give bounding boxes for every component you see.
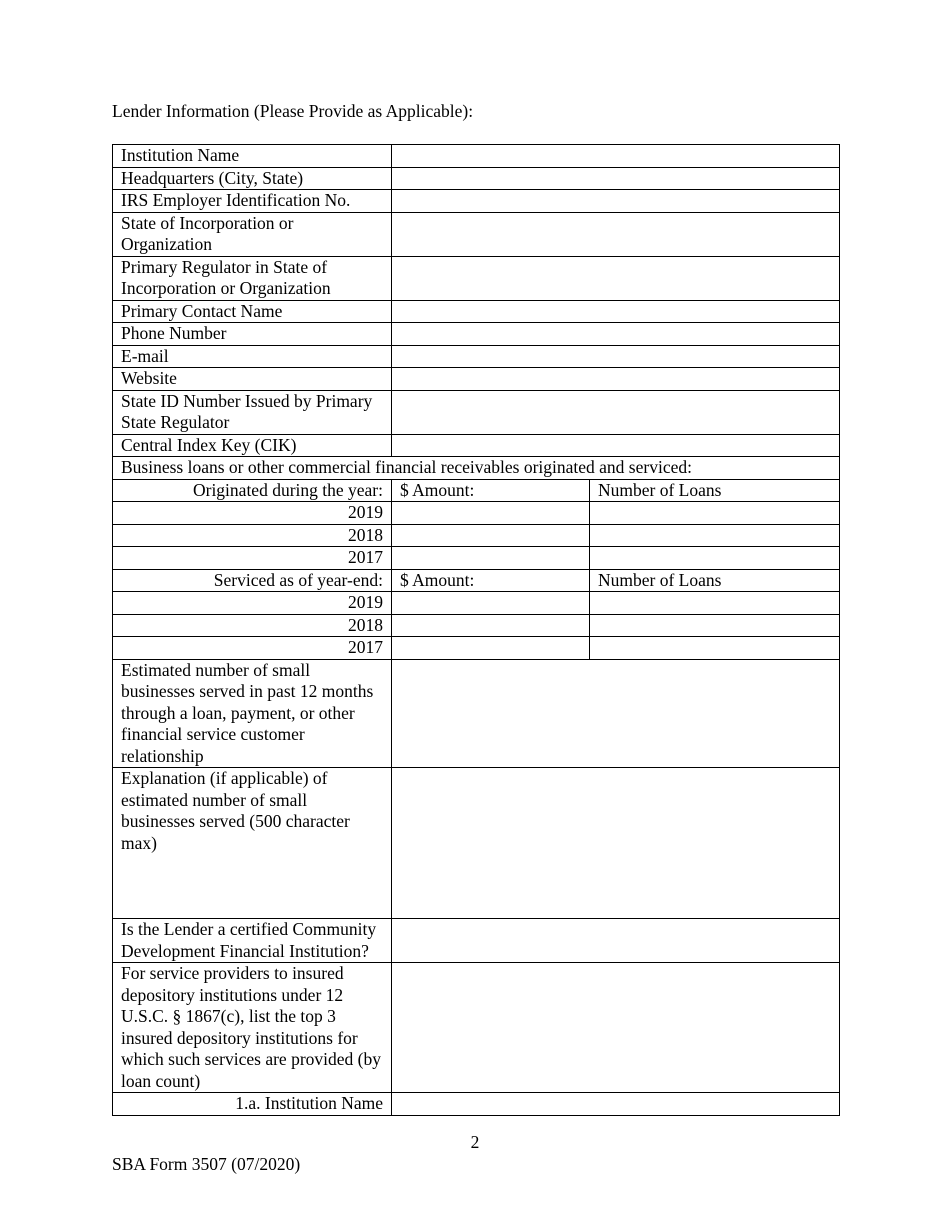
loans-section-title: Business loans or other commercial financial receivables originated and serviced:	[113, 457, 840, 480]
headquarters-input[interactable]	[392, 167, 840, 190]
serviced-year: 2019	[113, 592, 392, 615]
table-row	[113, 368, 840, 391]
table-row	[113, 524, 840, 547]
serviced-amount-input[interactable]	[392, 637, 590, 660]
originated-amount-header: $ Amount:	[392, 479, 590, 502]
serviced-amount-header: $ Amount:	[392, 569, 590, 592]
field-label-primary-contact: Primary Contact Name	[113, 300, 392, 323]
table-row	[113, 323, 840, 346]
serviced-year: 2018	[113, 614, 392, 637]
table-row	[113, 637, 840, 660]
table-row	[113, 256, 840, 300]
originated-year: 2019	[113, 502, 392, 525]
originated-count-header: Number of Loans	[590, 479, 840, 502]
serviced-count-input[interactable]	[590, 592, 840, 615]
form-footer: SBA Form 3507 (07/2020)	[112, 1154, 301, 1174]
table-row	[113, 919, 840, 963]
table-row	[113, 434, 840, 457]
table-row	[113, 479, 840, 502]
table-row	[113, 300, 840, 323]
field-label-cik: Central Index Key (CIK)	[113, 434, 392, 457]
institution-name-input[interactable]	[392, 145, 840, 168]
field-label-phone: Phone Number	[113, 323, 392, 346]
question-small-businesses: Estimated number of small businesses served in past 12 months through a loan, payment, or other financial service customer relationship	[113, 659, 392, 768]
serviced-count-input[interactable]	[590, 614, 840, 637]
field-label-state-incorporation: State of Incorporation or Organization	[113, 212, 392, 256]
table-row	[113, 1093, 840, 1116]
table-row	[113, 963, 840, 1093]
primary-contact-input[interactable]	[392, 300, 840, 323]
question-cdfi: Is the Lender a certified Community Development Financial Institution?	[113, 919, 392, 963]
field-label-email: E-mail	[113, 345, 392, 368]
page-number: 2	[470, 1132, 480, 1152]
explanation-input[interactable]	[392, 768, 840, 919]
originated-count-input[interactable]	[590, 502, 840, 525]
table-row	[113, 212, 840, 256]
originated-amount-input[interactable]	[392, 547, 590, 570]
table-row	[113, 457, 840, 480]
originated-year: 2017	[113, 547, 392, 570]
table-row	[113, 145, 840, 168]
field-label-state-id: State ID Number Issued by Primary State Regulator	[113, 390, 392, 434]
originated-label: Originated during the year:	[113, 479, 392, 502]
table-row	[113, 569, 840, 592]
table-row	[113, 659, 840, 768]
table-row	[113, 502, 840, 525]
originated-count-input[interactable]	[590, 547, 840, 570]
table-row	[113, 768, 840, 919]
serviced-amount-input[interactable]	[392, 614, 590, 637]
question-service-providers: For service providers to insured depository institutions under 12 U.S.C. § 1867(c), list the top 3 insured depository institutions for which such services are provided (by loan count)	[113, 963, 392, 1093]
small-businesses-input[interactable]	[392, 659, 840, 768]
field-label-headquarters: Headquarters (City, State)	[113, 167, 392, 190]
table-row	[113, 614, 840, 637]
serviced-amount-input[interactable]	[392, 592, 590, 615]
field-label-website: Website	[113, 368, 392, 391]
email-input[interactable]	[392, 345, 840, 368]
website-input[interactable]	[392, 368, 840, 391]
field-label-irs-ein: IRS Employer Identification No.	[113, 190, 392, 213]
question-explanation: Explanation (if applicable) of estimated number of small businesses served (500 character max)	[113, 768, 392, 919]
phone-input[interactable]	[392, 323, 840, 346]
serviced-label: Serviced as of year-end:	[113, 569, 392, 592]
institution-1a-label: 1.a. Institution Name	[113, 1093, 392, 1116]
serviced-year: 2017	[113, 637, 392, 660]
section-heading: Lender Information (Please Provide as Applicable):	[112, 101, 474, 121]
institution-1a-input[interactable]	[392, 1093, 840, 1116]
cik-input[interactable]	[392, 434, 840, 457]
table-row	[113, 547, 840, 570]
service-providers-input[interactable]	[392, 963, 840, 1093]
originated-amount-input[interactable]	[392, 524, 590, 547]
cdfi-input[interactable]	[392, 919, 840, 963]
irs-ein-input[interactable]	[392, 190, 840, 213]
field-label-institution-name: Institution Name	[113, 145, 392, 168]
state-id-input[interactable]	[392, 390, 840, 434]
originated-year: 2018	[113, 524, 392, 547]
field-label-primary-regulator: Primary Regulator in State of Incorporation or Organization	[113, 256, 392, 300]
table-row	[113, 190, 840, 213]
table-row	[113, 345, 840, 368]
table-row	[113, 167, 840, 190]
originated-amount-input[interactable]	[392, 502, 590, 525]
lender-information-table	[112, 144, 840, 1116]
serviced-count-header: Number of Loans	[590, 569, 840, 592]
serviced-count-input[interactable]	[590, 637, 840, 660]
table-row	[113, 592, 840, 615]
originated-count-input[interactable]	[590, 524, 840, 547]
table-row	[113, 390, 840, 434]
state-incorporation-input[interactable]	[392, 212, 840, 256]
primary-regulator-input[interactable]	[392, 256, 840, 300]
